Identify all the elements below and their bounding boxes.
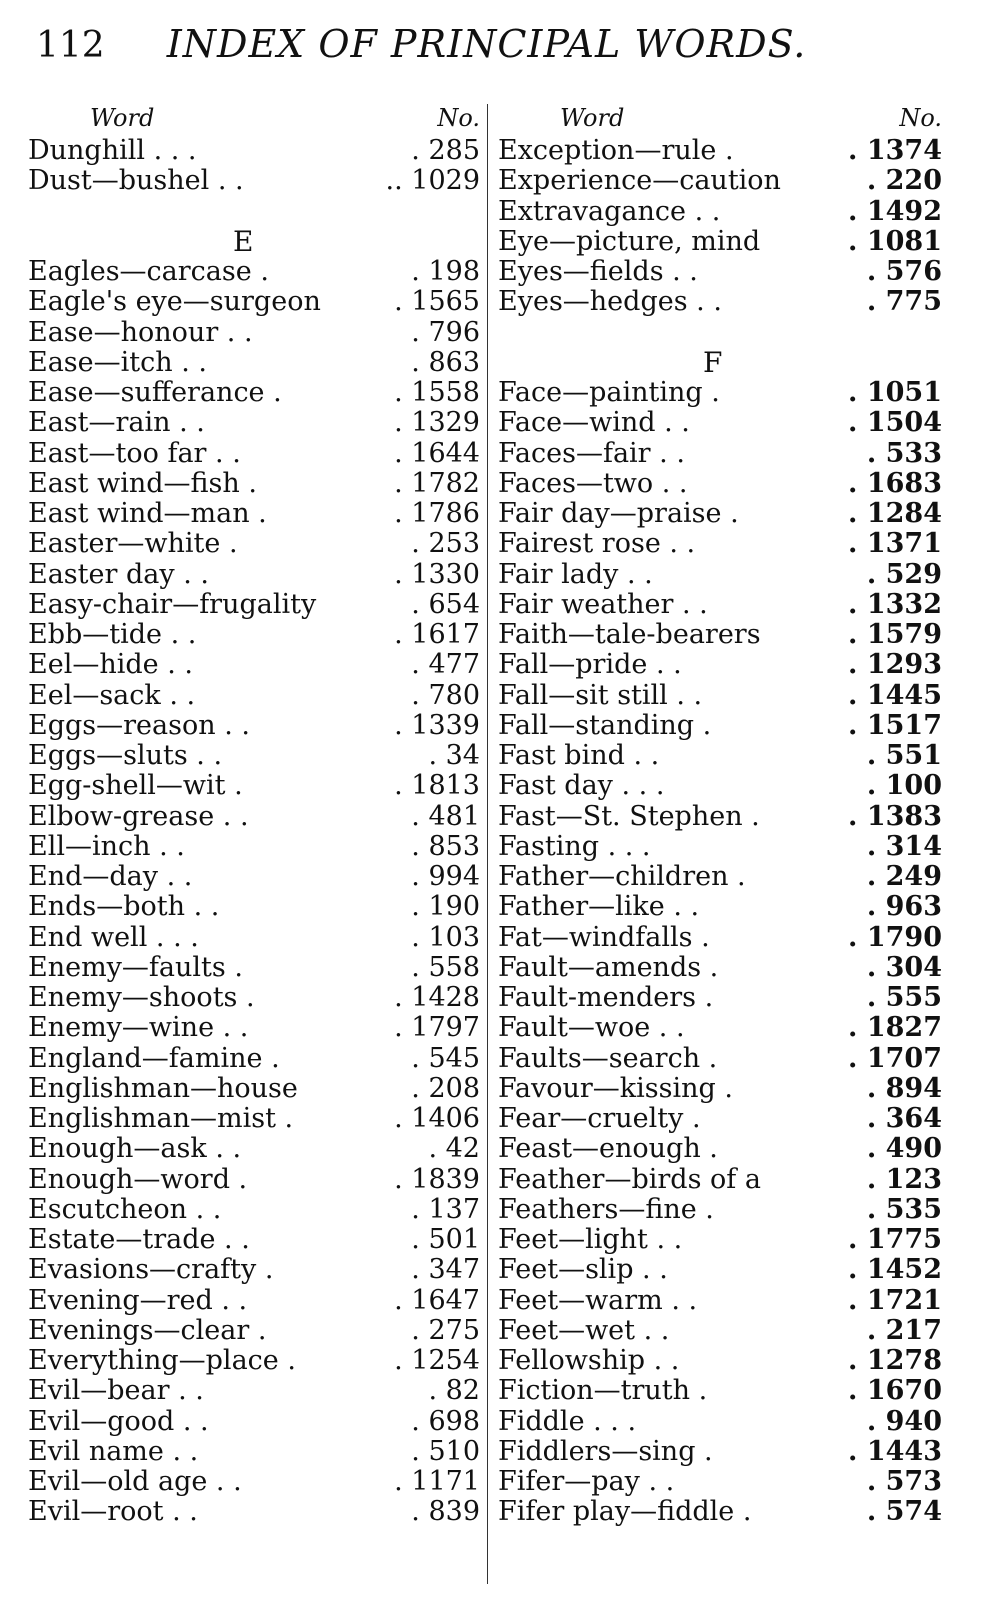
entry-number: . 1445: [848, 679, 942, 711]
section-spacer: [498, 318, 942, 348]
entry-number: . 1329: [394, 407, 480, 439]
index-entry: [28, 1376, 480, 1406]
entry-word: End well . . .: [28, 921, 199, 953]
column-header-word: Word: [90, 104, 155, 132]
entry-word: Everything—place .: [28, 1345, 296, 1376]
page-title: INDEX OF PRINCIPAL WORDS.: [166, 22, 807, 66]
entry-word: Ease—itch . .: [28, 346, 207, 378]
entry-word: Evil—good . .: [28, 1405, 209, 1437]
entry-number: . 1452: [848, 1254, 942, 1286]
entry-number: . 1647: [394, 1284, 480, 1316]
entry-number: . 249: [866, 861, 942, 892]
entry-number: . 481: [411, 800, 480, 832]
entry-word: Favour—kissing .: [498, 1072, 733, 1104]
entry-word: Exception—rule .: [498, 135, 734, 166]
index-entry: [498, 378, 942, 408]
index-entry: [498, 287, 942, 317]
entry-word: Ease—sufferance .: [28, 377, 282, 408]
entry-word: End—day . .: [28, 861, 193, 892]
index-entry: [28, 590, 480, 620]
entry-word: Fiddle . . .: [498, 1405, 637, 1437]
entry-number: . 1081: [848, 225, 942, 257]
index-entry: [498, 771, 942, 801]
index-entry: [498, 983, 942, 1013]
entry-number: . 364: [866, 1103, 942, 1134]
entry-word: Feast—enough .: [498, 1133, 718, 1165]
entry-word: Faces—fair . .: [498, 437, 685, 469]
index-entry: [28, 771, 480, 801]
entry-number: . 477: [411, 649, 480, 681]
entry-number: . 1339: [394, 709, 480, 741]
entry-word: Escutcheon . .: [28, 1193, 222, 1225]
index-entry: [28, 529, 480, 559]
entry-number: . 198: [411, 256, 480, 287]
entry-word: Extravagance . .: [498, 195, 721, 227]
entry-word: Enemy—shoots .: [28, 982, 255, 1013]
index-entry: [28, 1437, 480, 1467]
entry-number: . 1797: [394, 1012, 480, 1044]
index-entry: [498, 1134, 942, 1164]
entry-number: . 535: [866, 1193, 942, 1225]
entry-word: Feet—light . .: [498, 1224, 683, 1255]
index-entry: [28, 650, 480, 680]
entry-word: England—famine .: [28, 1042, 280, 1074]
index-entry: [498, 136, 942, 166]
entry-word: Face—painting .: [498, 377, 720, 408]
index-entry: [498, 711, 942, 741]
entry-number: . 1721: [848, 1284, 942, 1316]
entry-number: . 1332: [848, 588, 942, 620]
index-entry: [498, 166, 942, 196]
entry-word: Father—like . .: [498, 891, 700, 923]
entry-number: . 1443: [848, 1435, 942, 1467]
entry-word: Fall—standing .: [498, 709, 712, 741]
index-entry: [28, 1407, 480, 1437]
index-entry: [498, 1013, 942, 1043]
entry-word: Fat—windfalls .: [498, 921, 710, 953]
entry-word: Fiction—truth .: [498, 1375, 708, 1407]
column-header: [28, 104, 480, 136]
entry-number: . 103: [411, 921, 480, 953]
entry-word: Evil—bear . .: [28, 1375, 204, 1407]
entry-number: . 558: [411, 951, 480, 983]
entry-word: Ease—honour . .: [28, 316, 253, 348]
index-entry: [498, 1195, 942, 1225]
index-entry: [498, 1104, 942, 1134]
entry-word: Evil—old age . .: [28, 1466, 242, 1497]
entry-number: . 551: [866, 740, 942, 771]
index-entry: [28, 439, 480, 469]
index-entry: [498, 1225, 942, 1255]
entry-word: Feet—wet . .: [498, 1314, 670, 1346]
entry-number: .. 1029: [385, 165, 480, 197]
entry-number: . 1374: [848, 135, 942, 166]
entry-number: . 304: [866, 951, 942, 983]
index-entry: [498, 741, 942, 771]
entry-word: Fault-menders .: [498, 982, 714, 1013]
entry-word: Ell—inch . .: [28, 830, 185, 862]
entry-word: East wind—fish .: [28, 467, 257, 499]
index-entry: [498, 439, 942, 469]
entry-word: Ends—both . .: [28, 891, 220, 923]
entry-number: . 576: [866, 256, 942, 287]
index-entry: [28, 166, 480, 196]
entry-number: . 501: [411, 1224, 480, 1255]
entry-number: . 1813: [394, 770, 480, 802]
entry-word: Easter—white .: [28, 528, 238, 560]
entry-number: . 1517: [848, 709, 942, 741]
column-header: [498, 104, 942, 136]
entry-number: . 1827: [848, 1012, 942, 1044]
index-column-left: [28, 104, 480, 1528]
index-entry: [28, 983, 480, 1013]
entry-word: Evenings—clear .: [28, 1314, 267, 1346]
index-entry: [28, 620, 480, 650]
index-entry: [28, 832, 480, 862]
entry-number: . 1558: [394, 377, 480, 408]
index-entry: [28, 1195, 480, 1225]
index-entry: [28, 953, 480, 983]
column-header-number: No.: [437, 104, 480, 132]
entry-number: . 1278: [848, 1345, 942, 1376]
section-letter: [28, 224, 480, 258]
entry-number: . 1617: [394, 619, 480, 650]
index-entry: [28, 1467, 480, 1497]
entry-number: . 1284: [848, 498, 942, 529]
entry-number: . 529: [866, 558, 942, 590]
index-entry: [28, 1497, 480, 1527]
column-header-word: Word: [560, 104, 625, 132]
entry-number: . 1707: [848, 1042, 942, 1074]
entry-number: . 1670: [848, 1375, 942, 1407]
entry-number: . 1683: [848, 467, 942, 499]
index-entry: [498, 1074, 942, 1104]
entry-number: . 839: [411, 1496, 480, 1528]
index-entry: [498, 1346, 942, 1376]
entry-word: Easter day . .: [28, 558, 209, 590]
entry-word: Fall—pride . .: [498, 649, 682, 681]
index-entry: [498, 590, 942, 620]
index-entry: [28, 499, 480, 529]
entry-word: Fifer play—fiddle .: [498, 1496, 752, 1528]
entry-number: . 1051: [848, 377, 942, 408]
entry-word: Fault—woe . .: [498, 1012, 685, 1044]
entry-number: . 1579: [848, 619, 942, 650]
entry-word: Enough—ask . .: [28, 1133, 242, 1165]
entry-word: Fast—St. Stephen .: [498, 800, 760, 832]
entry-number: . 1254: [394, 1345, 480, 1376]
index-entry: [498, 408, 942, 438]
index-entry: [498, 1407, 942, 1437]
entry-number: . 220: [866, 165, 942, 197]
page-number: 112: [36, 25, 105, 66]
index-entry: [498, 499, 942, 529]
entry-word: Eye—picture, mind: [498, 225, 761, 257]
index-entry: [498, 529, 942, 559]
entry-word: Elbow-grease . .: [28, 800, 249, 832]
entry-number: . 994: [411, 861, 480, 892]
entry-word: Evil—root . .: [28, 1496, 198, 1528]
index-entry: [28, 348, 480, 378]
entry-number: . 510: [411, 1435, 480, 1467]
entry-word: Faith—tale-bearers: [498, 619, 761, 650]
index-entry: [498, 892, 942, 922]
index-entry: [28, 802, 480, 832]
entry-word: Fair weather . .: [498, 588, 708, 620]
section-letter-text: E: [233, 224, 254, 258]
entry-number: . 894: [866, 1072, 942, 1104]
entry-number: . 314: [866, 830, 942, 862]
entry-word: Fifer—pay . .: [498, 1466, 675, 1497]
index-entry: [498, 1497, 942, 1527]
index-entry: [28, 1165, 480, 1195]
index-entry: [498, 257, 942, 287]
entry-number: . 1786: [394, 498, 480, 529]
entry-number: . 1790: [848, 921, 942, 953]
entry-number: . 100: [866, 770, 942, 802]
index-entry: [28, 681, 480, 711]
entry-number: . 275: [411, 1314, 480, 1346]
entry-number: . 217: [866, 1314, 942, 1346]
index-entry: [28, 287, 480, 317]
entry-number: . 1644: [394, 437, 480, 469]
index-entry: [28, 318, 480, 348]
entry-number: . 533: [866, 437, 942, 469]
index-entry: [28, 1316, 480, 1346]
index-entry: [498, 560, 942, 590]
entry-number: . 42: [428, 1133, 480, 1165]
entry-word: Dust—bushel . .: [28, 165, 244, 197]
page-header: [36, 22, 966, 82]
index-entry: [28, 1346, 480, 1376]
entry-number: . 1428: [394, 982, 480, 1013]
entry-word: Father—children .: [498, 861, 746, 892]
entry-number: . 190: [411, 891, 480, 923]
entry-number: . 780: [411, 679, 480, 711]
index-entry: [498, 1437, 942, 1467]
entry-number: . 796: [411, 316, 480, 348]
entry-number: . 82: [428, 1375, 480, 1407]
index-entry: [28, 1286, 480, 1316]
entry-number: . 1782: [394, 467, 480, 499]
entry-number: . 208: [411, 1072, 480, 1104]
entry-word: Eggs—sluts . .: [28, 740, 223, 771]
entry-word: Englishman—house: [28, 1072, 298, 1104]
entry-number: . 1383: [848, 800, 942, 832]
entry-word: Feather—birds of a: [498, 1163, 761, 1195]
entry-number: . 963: [866, 891, 942, 923]
index-entry: [498, 227, 942, 257]
entry-number: . 347: [411, 1254, 480, 1286]
entry-word: Eagles—carcase .: [28, 256, 269, 287]
index-entry: [498, 1165, 942, 1195]
index-entry: [28, 136, 480, 166]
entry-word: Dunghill . . .: [28, 135, 197, 166]
entry-word: Eel—hide . .: [28, 649, 193, 681]
entry-word: Fiddlers—sing .: [498, 1435, 713, 1467]
entry-word: East wind—man .: [28, 498, 267, 529]
index-entry: [498, 1286, 942, 1316]
entry-word: Feet—slip . .: [498, 1254, 668, 1286]
index-entry: [498, 953, 942, 983]
index-entry: [28, 1255, 480, 1285]
index-entry: [498, 620, 942, 650]
index-entry: [28, 1104, 480, 1134]
index-entry: [28, 1044, 480, 1074]
index-entry: [498, 1376, 942, 1406]
entry-number: . 1371: [848, 528, 942, 560]
entry-word: Eyes—hedges . .: [498, 286, 722, 318]
entry-word: Fear—cruelty .: [498, 1103, 701, 1134]
entry-number: . 545: [411, 1042, 480, 1074]
entry-number: . 863: [411, 346, 480, 378]
entry-word: Feathers—fine .: [498, 1193, 714, 1225]
entry-number: . 1775: [848, 1224, 942, 1255]
column-header-number: No.: [899, 104, 942, 132]
entry-number: . 853: [411, 830, 480, 862]
entry-number: . 775: [866, 286, 942, 318]
index-entry: [498, 923, 942, 953]
index-entry: [498, 197, 942, 227]
entry-number: . 574: [866, 1496, 942, 1528]
index-entry: [498, 650, 942, 680]
index-entry: [498, 469, 942, 499]
entry-word: Fair lady . .: [498, 558, 653, 590]
index-entry: [28, 892, 480, 922]
index-entry: [28, 560, 480, 590]
entry-word: Ebb—tide . .: [28, 619, 197, 650]
entry-word: Evil name . .: [28, 1435, 199, 1467]
entry-word: Fellowship . .: [498, 1345, 680, 1376]
entry-word: Fairest rose . .: [498, 528, 696, 560]
index-entry: [28, 1134, 480, 1164]
entry-number: . 573: [866, 1466, 942, 1497]
entry-word: Enemy—wine . .: [28, 1012, 249, 1044]
entry-number: . 1171: [394, 1466, 480, 1497]
entry-word: Evasions—crafty .: [28, 1254, 274, 1286]
index-column-right: [498, 104, 942, 1528]
entry-number: . 698: [411, 1405, 480, 1437]
entry-word: Experience—caution: [498, 165, 781, 197]
entry-number: . 285: [411, 135, 480, 166]
index-entry: [28, 741, 480, 771]
entry-number: . 940: [866, 1405, 942, 1437]
entry-number: . 1565: [394, 286, 480, 318]
entry-word: Fall—sit still . .: [498, 679, 703, 711]
entry-word: Enemy—faults .: [28, 951, 243, 983]
index-entry: [498, 862, 942, 892]
index-entry: [28, 1013, 480, 1043]
entry-word: Fast day . . .: [498, 770, 665, 802]
index-entry: [498, 1467, 942, 1497]
index-entry: [498, 681, 942, 711]
entry-word: Egg-shell—wit .: [28, 770, 243, 802]
entry-word: Eyes—fields . .: [498, 256, 698, 287]
entry-number: . 1406: [394, 1103, 480, 1134]
entry-word: Easy-chair—frugality: [28, 588, 317, 620]
index-entry: [28, 711, 480, 741]
entry-word: Evening—red . .: [28, 1284, 248, 1316]
index-entry: [498, 802, 942, 832]
entry-number: . 1839: [394, 1163, 480, 1195]
entry-word: Fair day—praise .: [498, 498, 739, 529]
entry-number: . 34: [428, 740, 480, 771]
entry-word: Estate—trade . .: [28, 1224, 250, 1255]
entry-number: . 490: [866, 1133, 942, 1165]
index-entry: [28, 862, 480, 892]
index-entry: [498, 1044, 942, 1074]
entry-word: Fasting . . .: [498, 830, 651, 862]
index-entry: [28, 257, 480, 287]
entry-number: . 654: [411, 588, 480, 620]
entry-number: . 253: [411, 528, 480, 560]
entry-word: Fast bind . .: [498, 740, 660, 771]
index-entry: [498, 1255, 942, 1285]
column-divider: [487, 104, 488, 1584]
entry-number: . 555: [866, 982, 942, 1013]
index-entry: [28, 1074, 480, 1104]
entry-word: Enough—word .: [28, 1163, 248, 1195]
entry-word: Feet—warm . .: [498, 1284, 698, 1316]
index-entry: [28, 469, 480, 499]
entry-number: . 1492: [848, 195, 942, 227]
section-letter: [498, 345, 942, 379]
section-spacer: [28, 197, 480, 227]
entry-number: . 1330: [394, 558, 480, 590]
entry-number: . 137: [411, 1193, 480, 1225]
index-entry: [28, 408, 480, 438]
entry-number: . 123: [866, 1163, 942, 1195]
entry-word: East—too far . .: [28, 437, 241, 469]
entry-word: Faults—search .: [498, 1042, 718, 1074]
index-entry: [28, 923, 480, 953]
entry-word: Faces—two . .: [498, 467, 688, 499]
entry-word: East—rain . .: [28, 407, 205, 439]
entry-number: . 1504: [848, 407, 942, 439]
index-entry: [498, 1316, 942, 1346]
entry-word: Fault—amends .: [498, 951, 719, 983]
index-entry: [28, 1225, 480, 1255]
index-entry: [498, 832, 942, 862]
entry-word: Eggs—reason . .: [28, 709, 250, 741]
section-letter-text: F: [703, 345, 723, 379]
entry-word: Eel—sack . .: [28, 679, 196, 711]
entry-word: Englishman—mist .: [28, 1103, 294, 1134]
index-entry: [28, 378, 480, 408]
entry-number: . 1293: [848, 649, 942, 681]
entry-word: Face—wind . .: [498, 407, 690, 439]
entry-word: Eagle's eye—surgeon: [28, 286, 321, 318]
